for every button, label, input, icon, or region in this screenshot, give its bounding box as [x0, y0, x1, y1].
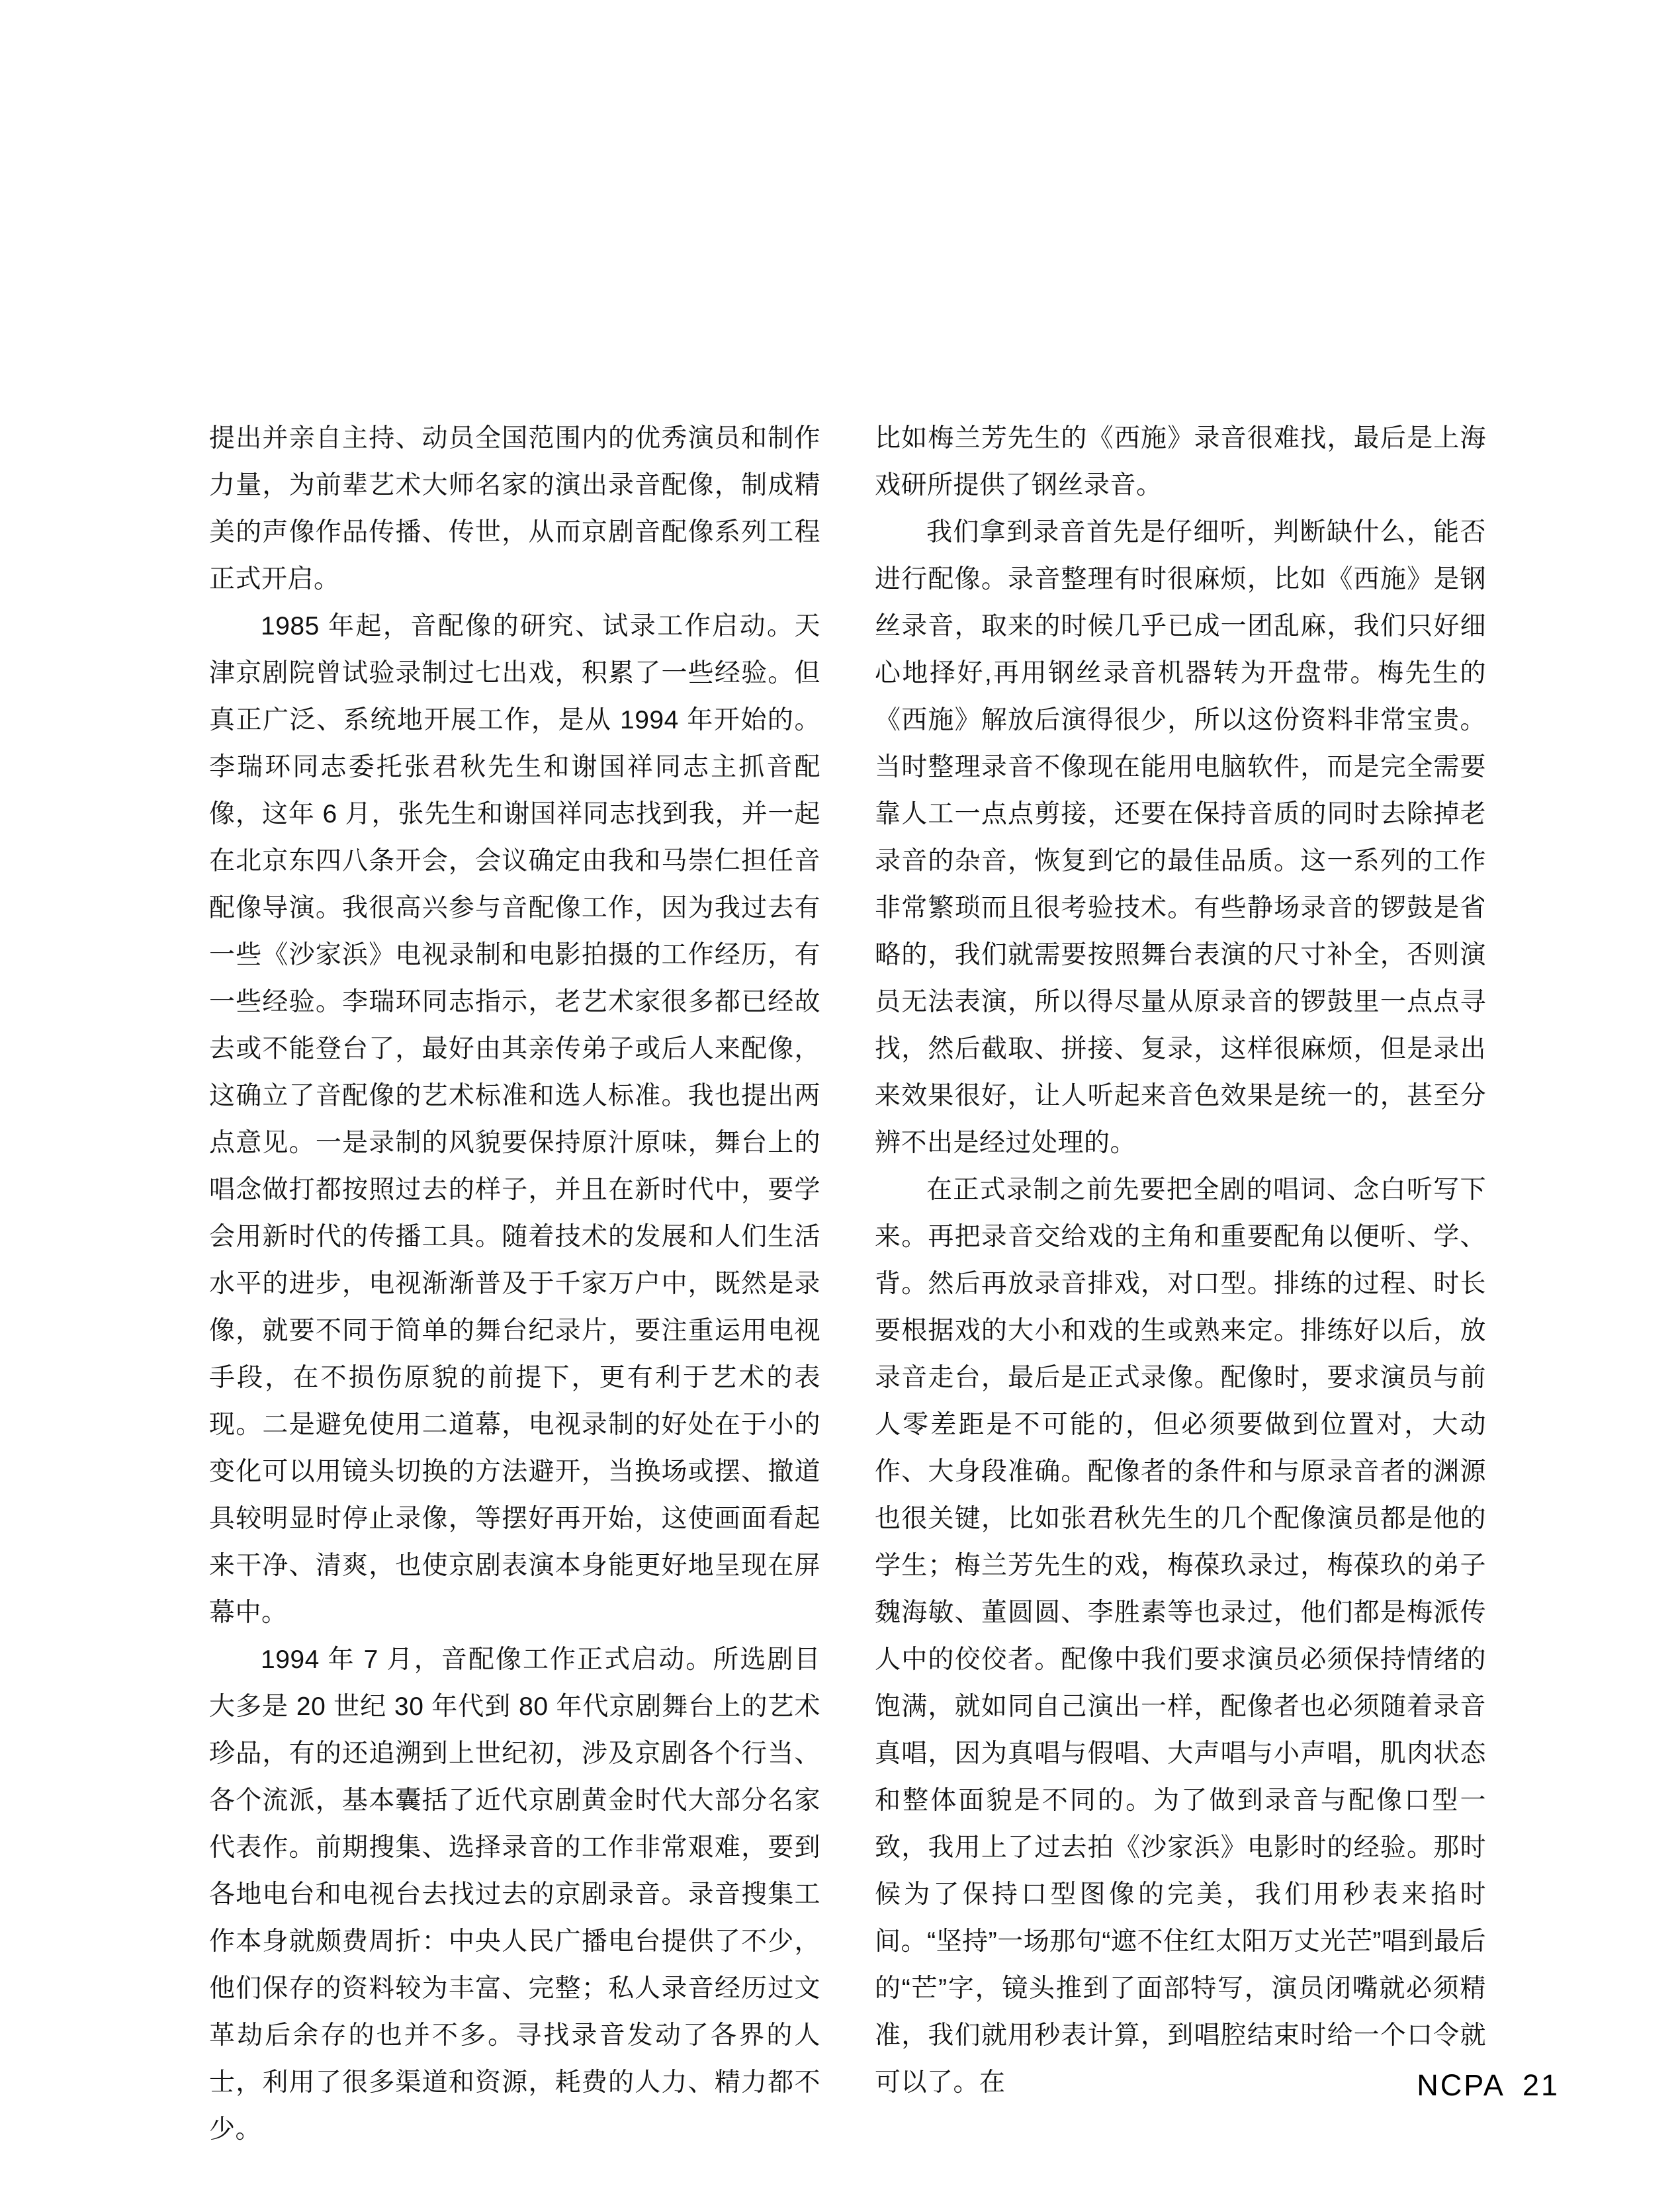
page-footer [1417, 2070, 1560, 2101]
paragraph-continuation: 提出并亲自主持、动员全国范围内的优秀演员和制作力量，为前辈艺术大师名家的演出录音配像，制成精美的声像作品传播、传世，从而京剧音配像系列工程正式开启。 [209, 424, 820, 593]
page-number: 21 [1522, 2068, 1560, 2102]
paragraph-continuation: 比如梅兰芳先生的《西施》录音很难找，最后是上海戏研所提供了钢丝录音。 [875, 424, 1486, 500]
paragraph: 1994 年 7 月，音配像工作正式启动。所选剧目大多是 20 世纪 30 年代到 80 年代京剧舞台上的艺术珍品，有的还追溯到上世纪初，涉及京剧各个行当、各个流派，基本囊括了近代京剧黄金时代大部分名家代表作。前期搜集、选择录音的工作非常艰难，要到各地电台和电视台去找过去的京剧录音。录音搜集工作本身就颇费周折：中央人民广播电台提供了不少，他们保存的资料较为丰富、完整；私人录音经历过文革劫后余存的也并不多。寻找录音发动了各界的人士，利用了很多渠道和资源，耗费的人力、精力都不少。 [209, 1645, 820, 2144]
paragraph: 在正式录制之前先要把全剧的唱词、念白听写下来。再把录音交给戏的主角和重要配角以便听、学、背。然后再放录音排戏，对口型。排练的过程、时长要根据戏的大小和戏的生或熟来定。排练好以后，放录音走台，最后是正式录像。配像时，要求演员与前人零差距是不可能的，但必须要做到位置对，大动作、大身段准确。配像者的条件和与原录音者的渊源也很关键，比如张君秋先生的几个配像演员都是他的学生；梅兰芳先生的戏，梅葆玖录过，梅葆玖的弟子魏海敏、董圆圆、李胜素等也录过，他们都是梅派传人中的佼佼者。配像中我们要求演员必须保持情绪的饱满，就如同自己演出一样，配像者也必须随着录音真唱，因为真唱与假唱、大声唱与小声唱，肌肉状态和整体面貌是不同的。为了做到录音与配像口型一致，我用上了过去拍《沙家浜》电影时的经验。那时候为了保持口型图像的完美，我们用秒表来掐时间。“坚持”一场那句“遮不住红太阳万丈光芒”唱到最后的“芒”字，镜头推到了面部特写，演员闭嘴就必须精准，我们就用秒表计算，到唱腔结束时给一个口令就可以了。在 [875, 1176, 1486, 2097]
article-column-left [209, 415, 820, 2153]
paragraph: 我们拿到录音首先是仔细听，判断缺什么，能否进行配像。录音整理有时很麻烦，比如《西施》是钢丝录音，取来的时候几乎已成一团乱麻，我们只好细心地择好,再用钢丝录音机器转为开盘带。梅先生的《西施》解放后演得很少，所以这份资料非常宝贵。当时整理录音不像现在能用电脑软件，而是完全需要靠人工一点点剪接，还要在保持音质的同时去除掉老录音的杂音，恢复到它的最佳品质。这一系列的工作非常繁琐而且很考验技术。有些静场录音的锣鼓是省略的，我们就需要按照舞台表演的尺寸补全，否则演员无法表演，所以得尽量从原录音的锣鼓里一点点寻找，然后截取、拼接、复录，这样很麻烦，但是录出来效果很好，让人听起来音色效果是统一的，甚至分辨不出是经过处理的。 [875, 518, 1486, 1157]
article-column-right [875, 415, 1486, 2106]
paragraph: 1985 年起，音配像的研究、试录工作启动。天津京剧院曾试验录制过七出戏，积累了一些经验。但真正广泛、系统地开展工作，是从 1994 年开始的。李瑞环同志委托张君秋先生和谢国祥同志主抓音配像，这年 6 月，张先生和谢国祥同志找到我，并一起在北京东四八条开会，会议确定由我和马崇仁担任音配像导演。我很高兴参与音配像工作，因为我过去有一些《沙家浜》电视录制和电影拍摄的工作经历，有一些经验。李瑞环同志指示，老艺术家很多都已经故去或不能登台了，最好由其亲传弟子或后人来配像，这确立了音配像的艺术标准和选人标准。我也提出两点意见。一是录制的风貌要保持原汁原味，舞台上的唱念做打都按照过去的样子，并且在新时代中，要学会用新时代的传播工具。随着技术的发展和人们生活水平的进步，电视渐渐普及于千家万户中，既然是录像，就要不同于简单的舞台纪录片，要注重运用电视手段，在不损伤原貌的前提下，更有利于艺术的表现。二是避免使用二道幕，电视录制的好处在于小的变化可以用镜头切换的方法避开，当换场或摆、撤道具较明显时停止录像，等摆好再开始，这使画面看起来干净、清爽，也使京剧表演本身能更好地呈现在屏幕中。 [209, 612, 820, 1627]
journal-name: NCPA [1417, 2068, 1505, 2102]
